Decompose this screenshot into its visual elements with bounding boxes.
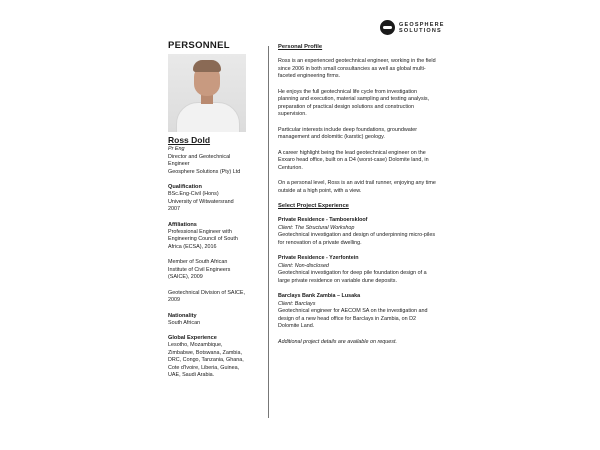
- global-experience-heading: Global Experience: [168, 335, 217, 341]
- right-column: [278, 44, 438, 346]
- qualification-line: University of Witwatersrand: [168, 198, 234, 205]
- project-description: Geotechnical engineer for AECOM SA on the investigation and design of a new head office for Barclays in Zambia, on D2 Dolomite Land.: [278, 308, 428, 329]
- global-experience-line: Zimbabwe, Botswana, Zambia,: [168, 349, 243, 356]
- column-divider: [268, 46, 269, 418]
- project-description: Geotechnical investigation and design of underpinning micro-piles for renovation of a private dwelling.: [278, 232, 436, 246]
- affiliation-line: Institute of Civil Engineers: [168, 266, 231, 273]
- profile-paragraph: Ross is an experienced geotechnical engineer, working in the field since 2006 in both small consultancies as well as global multi-faceted engineering firms.: [278, 58, 436, 79]
- profile-paragraph: On a personal level, Ross is an avid trail runner, enjoying any time outside at a high point, with a view.: [278, 180, 436, 194]
- role-line: Geosphere Solutions (Pty) Ltd: [168, 168, 241, 175]
- project-client: Client: Non-disclosed: [278, 262, 329, 269]
- project-title: Private Residence - Tamboerskloof: [278, 217, 368, 223]
- personal-profile-heading: Personal Profile: [278, 44, 323, 50]
- company-logo: [380, 20, 445, 35]
- affiliation-line: Africa (ECSA), 2016: [168, 243, 217, 250]
- global-experience-line: Cote d'Ivoire, Liberia, Guinea,: [168, 364, 240, 371]
- affiliation-line: 2009: [168, 297, 180, 303]
- left-column: [168, 40, 260, 380]
- qualification-line: 2007: [168, 206, 180, 212]
- project-title: Barclays Bank Zambia – Lusaka: [278, 293, 361, 299]
- profile-paragraph: Particular interests include deep foundations, groundwater management and dolomitic (karstic) geology.: [278, 126, 418, 140]
- affiliation-line: Engineering Council of South: [168, 236, 238, 242]
- qualification-heading: Qualification: [168, 184, 202, 190]
- affiliation-line: Geotechnical Division of SAICE,: [168, 289, 246, 296]
- profile-photo: [168, 54, 246, 132]
- additional-details-note: Additional project details are available on request.: [278, 338, 397, 345]
- global-experience-line: Lesotho, Mozambique,: [168, 342, 223, 348]
- profile-paragraph: He enjoys the full geotechnical life cycle from investigation planning and execution, material sampling and testing analysis, preparation of practical design solutions and construction supervision.: [278, 88, 430, 117]
- qualification-line: BSc.Eng-Civil (Hons): [168, 191, 219, 197]
- affiliation-line: Member of South African: [168, 259, 228, 265]
- project-client: Client: Barclays: [278, 300, 316, 307]
- credential: Pr Eng: [168, 146, 185, 152]
- affiliations-heading: Affiliations: [168, 221, 197, 228]
- person-name: Ross Dold: [168, 135, 211, 145]
- nationality-heading: Nationality: [168, 312, 197, 319]
- project-title: Private Residence - Yzerfontein: [278, 255, 359, 261]
- logo-line-1: GEOSPHERE: [399, 21, 445, 28]
- project-experience-heading: Select Project Experience: [278, 203, 349, 209]
- profile-paragraph: A career highlight being the lead geotechnical engineer on the Exxaro head office, built on a D4 (worst-case) Dolomite land, in Centurion.: [278, 149, 429, 171]
- role-line: Director and Geotechnical: [168, 153, 231, 160]
- affiliation-line: Professional Engineer with: [168, 228, 232, 235]
- logo-line-2: SOLUTIONS: [399, 27, 442, 34]
- project-item: [278, 293, 438, 331]
- affiliation-line: (SAICE), 2009: [168, 274, 203, 280]
- nationality-value: South African: [168, 319, 201, 326]
- project-item: [278, 217, 438, 247]
- geosphere-logo-icon: [380, 20, 395, 35]
- personnel-heading: PERSONNEL: [168, 40, 230, 51]
- project-item: [278, 255, 438, 285]
- project-description: Geotechnical investigation for deep pile foundation design of a large private residence on variable dune deposits.: [278, 270, 427, 284]
- role-line: Engineer: [168, 161, 190, 167]
- global-experience-line: DRC, Congo, Tanzania, Ghana,: [168, 357, 244, 363]
- global-experience-line: UAE, Saudi Arabia.: [168, 372, 215, 378]
- project-client: Client: The Structural Workshop: [278, 224, 355, 231]
